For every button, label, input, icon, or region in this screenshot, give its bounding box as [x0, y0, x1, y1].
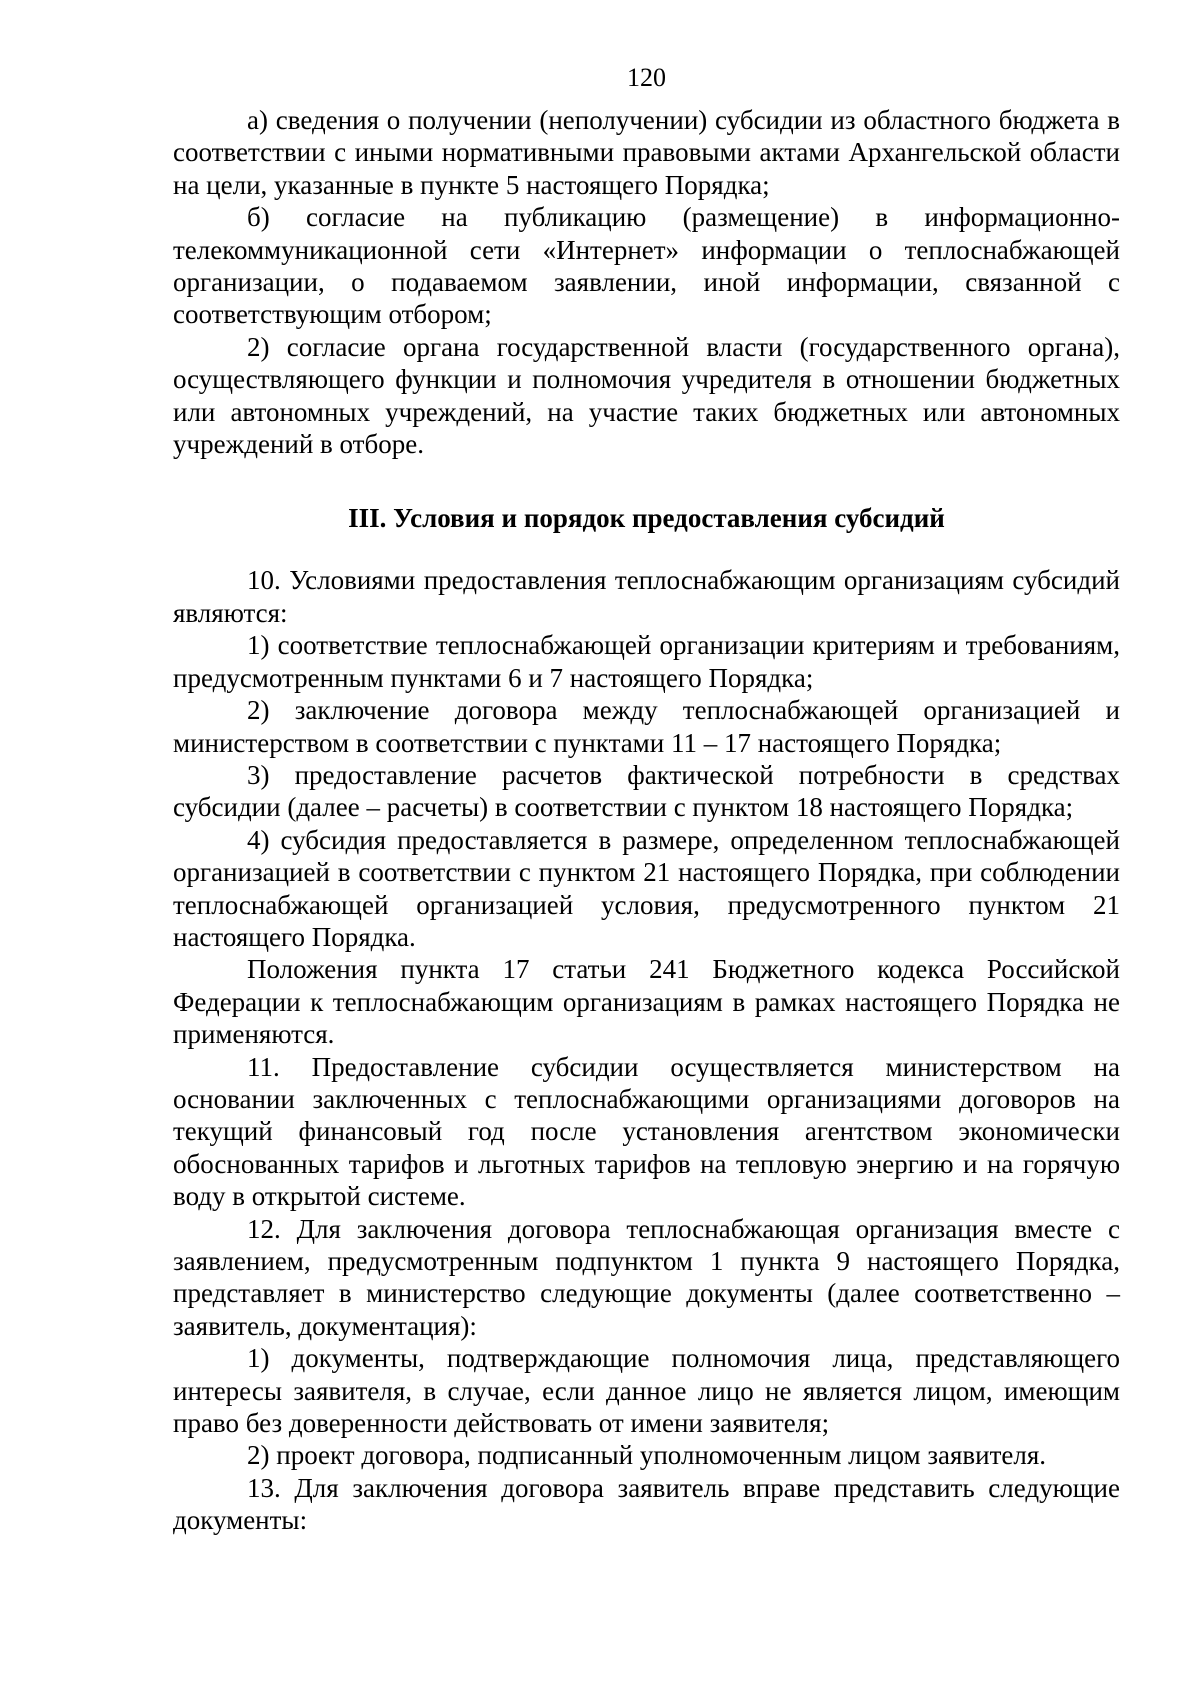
paragraph-12-2-draft-contract: 2) проект договора, подписанный уполномоченным лицом заявителя.: [247, 1440, 1047, 1471]
paragraph-b-publication-consent: б) согласие на публикацию (размещение) в информационно-телекоммуникационной сети «Интернет» информации о теплоснабжающей организации, о подаваемом заявлении, иной информации, связанной с соответствующим отбором;: [173, 202, 1120, 330]
paragraph-2-authority-consent: 2) согласие органа государственной власти (государственного органа), осуществляющего функции и полномочия учредителя в отношении бюджетных или автономных учреждений, на участие таких бюджетных или автономных учреждений в отборе.: [173, 331, 1120, 460]
paragraph-10-conditions: 10. Условиями предоставления теплоснабжающим организациям субсидий являются:: [173, 565, 1120, 628]
paragraph-10-1-compliance: 1) соответствие теплоснабжающей организации критериям и требованиям, предусмотренным пунктами 6 и 7 настоящего Порядка;: [173, 630, 1120, 693]
section-heading: III. Условия и порядок предоставления субсидий: [348, 503, 945, 534]
paragraph-12-1-authority-docs: 1) документы, подтверждающие полномочия лица, представляющего интересы заявителя, в случае, если данное лицо не является лицом, имеющим право без доверенности действовать от имени заявителя;: [173, 1343, 1120, 1439]
paragraph-a-subsidy-info: а) сведения о получении (неполучении) субсидии из областного бюджета в соответствии с иными нормативными правовыми актами Архангельской области на цели, указанные в пункте 5 настоящего Порядка;: [173, 105, 1120, 200]
document-page: [173, 62, 1120, 1537]
page-number: 120: [627, 63, 666, 92]
paragraph-10-3-calculations: 3) предоставление расчетов фактической потребности в средствах субсидии (далее – расчеты) в соответствии с пунктом 18 настоящего Порядка;: [173, 759, 1120, 823]
paragraph-13-optional-docs: 13. Для заключения договора заявитель вправе представить следующие документы:: [173, 1472, 1120, 1536]
paragraph-12-documents: 12. Для заключения договора теплоснабжающая организация вместе с заявлением, предусмотренным подпунктом 1 пункта 9 настоящего Порядка, представляет в министерство следующие документы (далее соответственно – заявитель, документация):: [173, 1213, 1120, 1341]
paragraph-budget-code-provisions: Положения пункта 17 статьи 241 Бюджетного кодекса Российской Федерации к теплоснабжающим организациям в рамках настоящего Порядка не применяются.: [173, 954, 1120, 1050]
paragraph-10-2-contract: 2) заключение договора между теплоснабжающей организацией и министерством в соответствии с пунктами 11 – 17 настоящего Порядка;: [173, 695, 1120, 758]
paragraph-11-provision: 11. Предоставление субсидии осуществляется министерством на основании заключенных с теплоснабжающими организациями договоров на текущий финансовый год после установления агентством экономически обоснованных тарифов и льготных тарифов на тепловую энергию и на горячую воду в открытой системе.: [173, 1051, 1120, 1212]
paragraph-10-4-subsidy-amount: 4) субсидия предоставляется в размере, определенном теплоснабжающей организацией в соответствии с пунктом 21 настоящего Порядка, при соблюдении теплоснабжающей организацией условия, предусмотренного пунктом 21 настоящего Порядка.: [173, 824, 1120, 952]
